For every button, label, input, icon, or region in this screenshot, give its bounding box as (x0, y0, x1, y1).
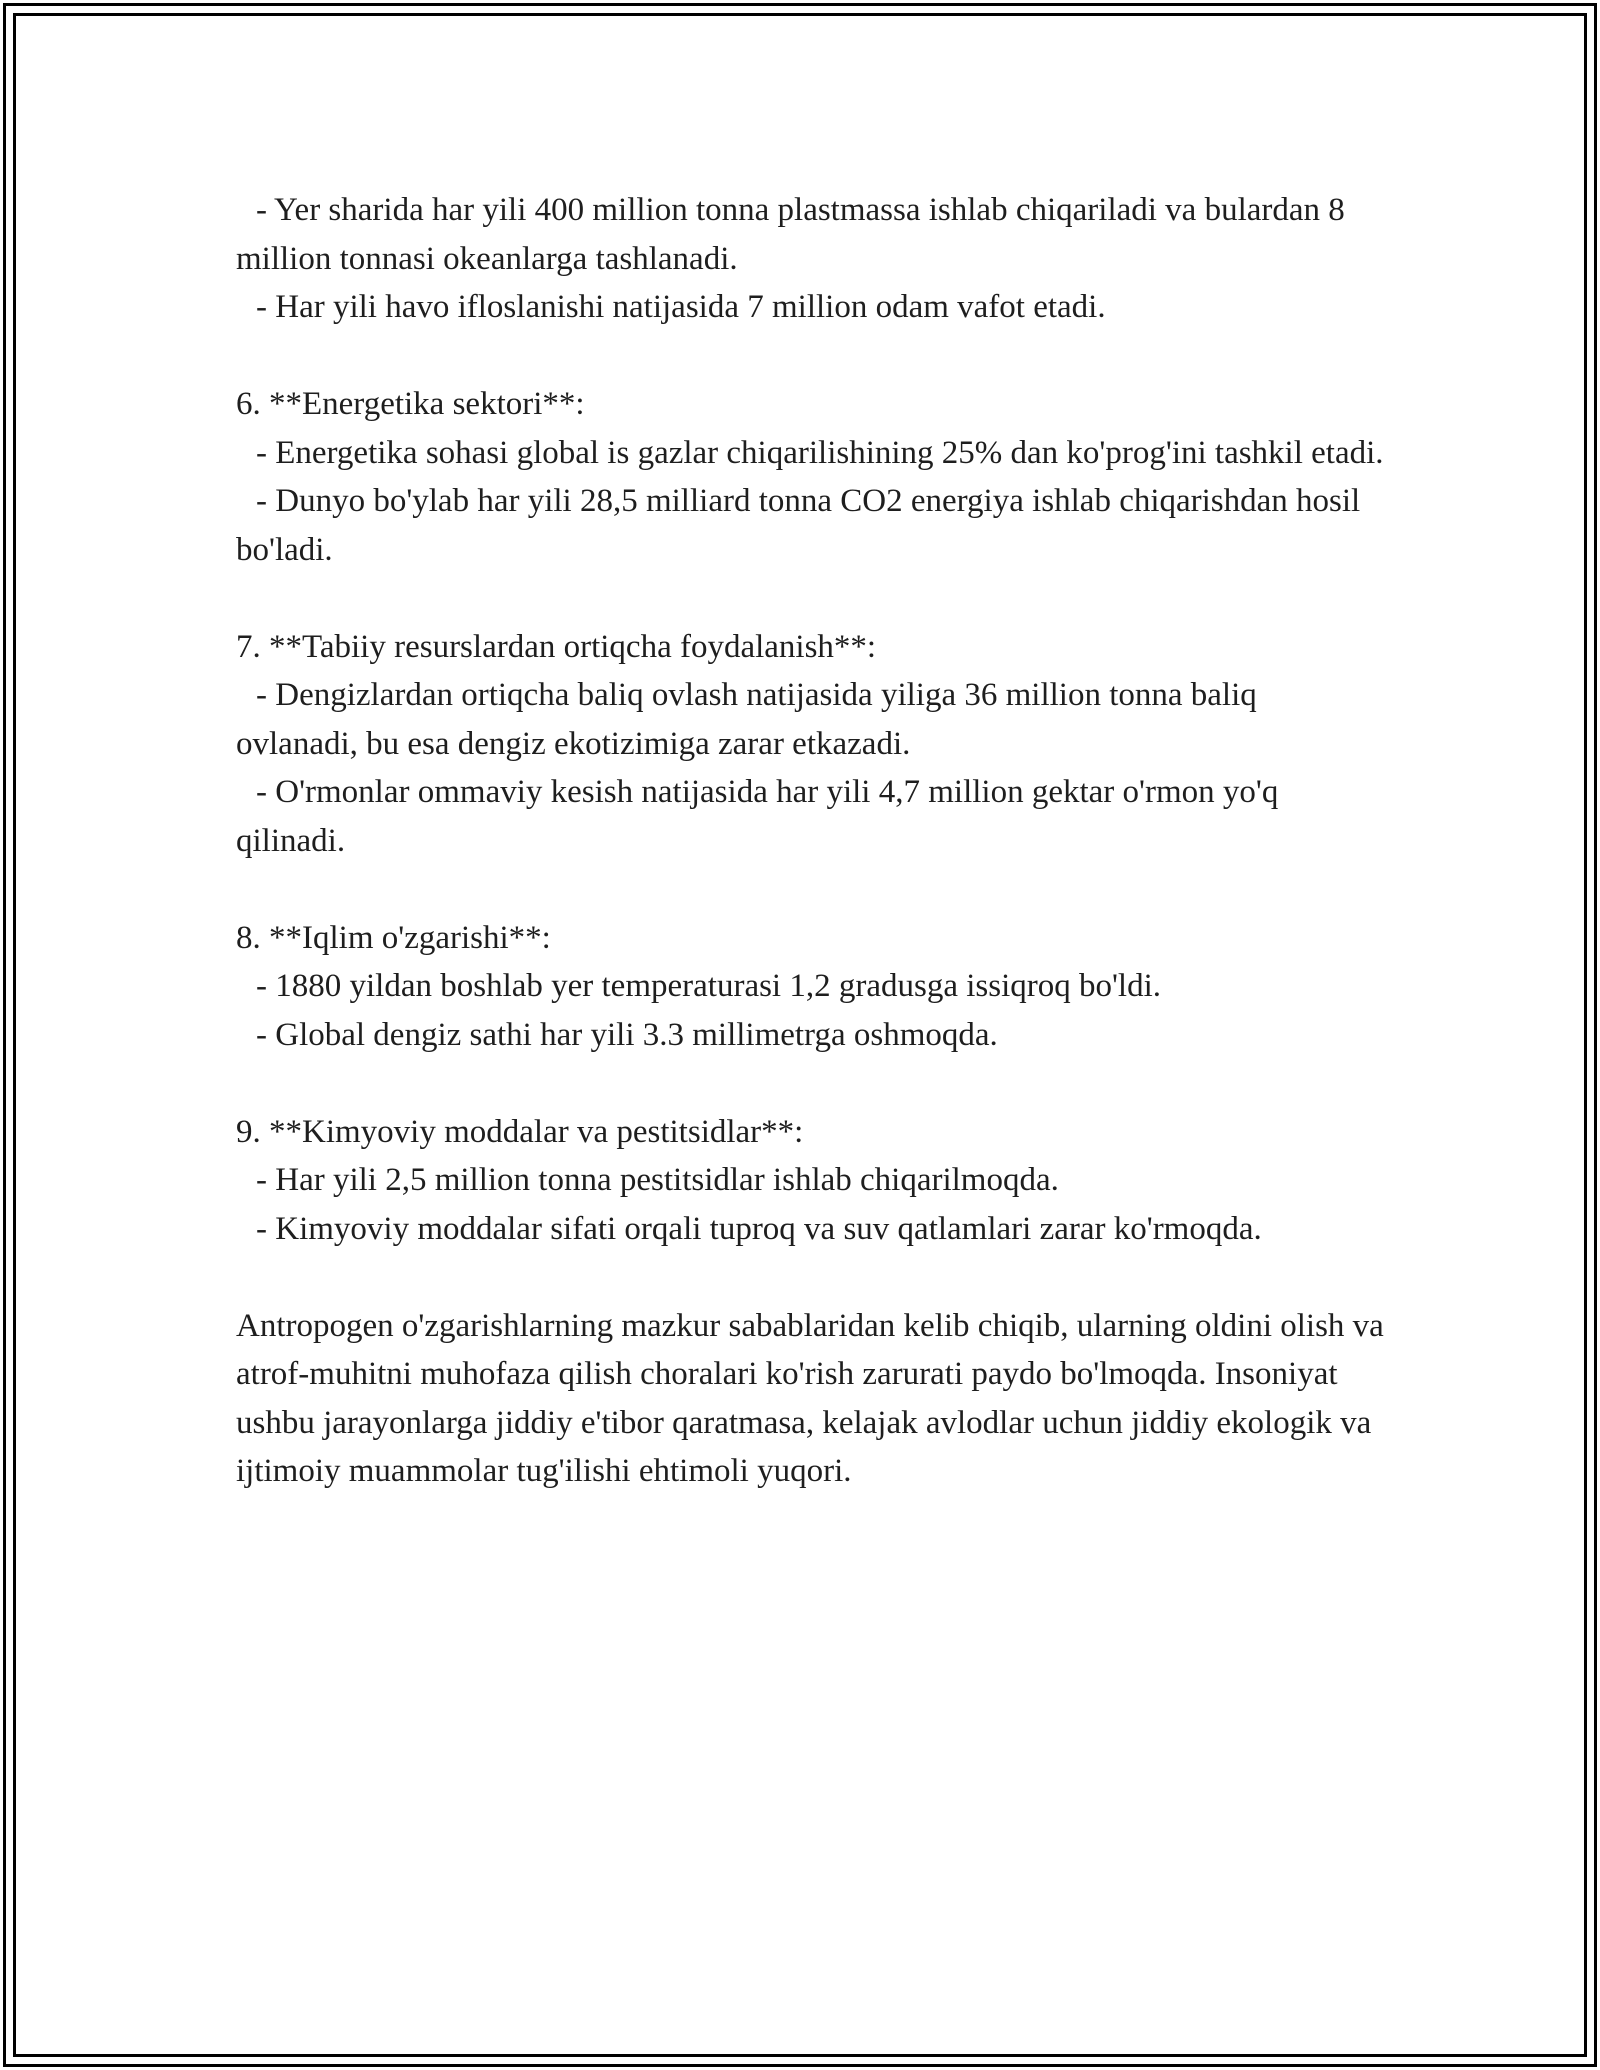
list-item (236, 768, 1386, 865)
list-item-text: - Yer sharida har yili 400 million tonna plastmassa ishlab chiqariladi va bulardan 8 million tonnasi okeanlarga tashlanadi. (236, 192, 1345, 277)
list-item-text: - Energetika sohasi global is gazlar chiqarilishining 25% dan ko'prog'ini tashkil etadi. (256, 434, 1384, 471)
document-body (236, 186, 1386, 1496)
section-tabiiy-resurslar (236, 623, 1386, 866)
list-item-text: - Kimyoviy moddalar sifati orqali tuproq va suv qatlamlari zarar ko'rmoqda. (256, 1210, 1262, 1247)
list-item-text: - Har yili 2,5 million tonna pestitsidlar ishlab chiqarilmoqda. (256, 1162, 1059, 1198)
list-item-text: - Har yili havo ifloslanishi natijasida 7 million odam vafot etadi. (256, 289, 1106, 325)
section-heading: 7. **Tabiiy resurslardan ortiqcha foydalanish**: (236, 628, 877, 665)
list-item (236, 671, 1386, 768)
list-item (236, 1205, 1386, 1254)
list-item (236, 962, 1386, 1011)
list-item (236, 477, 1386, 574)
list-item-text: - Dengizlardan ortiqcha baliq ovlash natijasida yiliga 36 million tonna baliq ovlanadi, bu esa dengiz ekotizimiga zarar etkazadi. (236, 677, 1257, 762)
conclusion-paragraph: Antropogen o'zgarishlarning mazkur sabablaridan kelib chiqib, ularning oldini olish va atrof-muhitni muhofaza qilish choralari ko'rish zarurati paydo bo'lmoqda. Insoniyat ushbu jarayonlarga jiddiy e'tibor qaratmasa, kelajak avlodlar uchun jiddiy ekologik va ijtimoiy muammolar tug'ilishi ehtimoli yuqori. (236, 1307, 1384, 1489)
section-iqlim (236, 914, 1386, 1060)
list-item-text: - Global dengiz sathi har yili 3.3 millimetrga oshmoqda. (256, 1016, 998, 1053)
list-item-text: - Dunyo bo'ylab har yili 28,5 milliard tonna CO2 energiya ishlab chiqarishdan hosil bo'ladi. (236, 483, 1361, 568)
section-heading: 8. **Iqlim o'zgarishi**: (236, 919, 551, 956)
section-heading: 9. **Kimyoviy moddalar va pestitsidlar**: (236, 1113, 804, 1150)
list-item (236, 283, 1386, 332)
list-item (236, 429, 1386, 478)
intro-list (236, 186, 1386, 332)
list-item (236, 1011, 1386, 1060)
list-item (236, 186, 1386, 283)
section-kimyoviy (236, 1108, 1386, 1254)
list-item (236, 1156, 1386, 1205)
section-heading: 6. **Energetika sektori**: (236, 386, 585, 422)
list-item-text: - O'rmonlar ommaviy kesish natijasida har yili 4,7 million gektar o'rmon yo'q qilinadi. (236, 774, 1279, 859)
section-energetika (236, 380, 1386, 574)
list-item-text: - 1880 yildan boshlab yer temperaturasi 1,2 gradusga issiqroq bo'ldi. (256, 968, 1162, 1004)
